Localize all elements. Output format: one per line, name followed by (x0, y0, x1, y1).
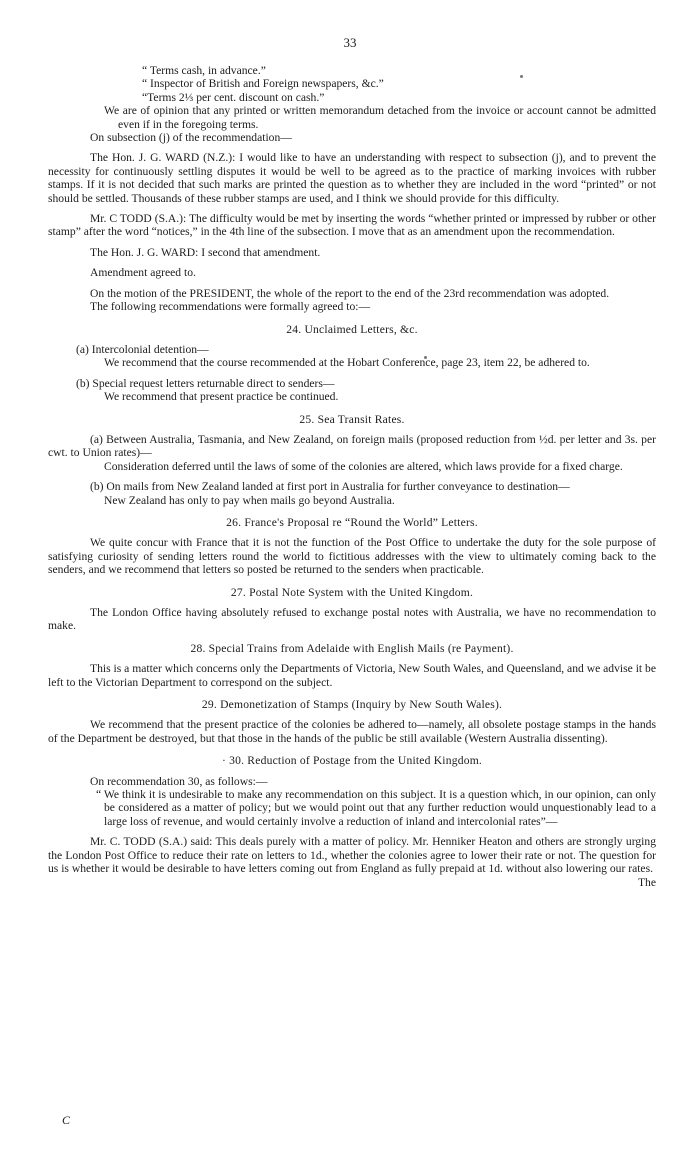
paragraph: On subsection (j) of the recommendation— (90, 131, 292, 145)
signature-mark: C (62, 1113, 71, 1127)
paragraph: On the motion of the PRESIDENT, the whole of the report to the end of the 23rd recommendation was adopted. (90, 286, 610, 300)
section-heading: 24. Unclaimed Letters, &c. (286, 322, 418, 336)
section-heading: · 30. Reduction of Postage from the United Kingdom. (221, 754, 483, 768)
paragraph: We are of opinion that any printed or written memorandum detached from the invoice or account cannot be admitted even if in the foregoing terms. (104, 104, 656, 131)
sub-item: (b) On mails from New Zealand landed at first port in Australia for further conveyance to destination— (90, 480, 570, 494)
quote-line: “ Terms cash, in advance.” (142, 64, 266, 77)
paragraph: The Hon. J. G. WARD (N.Z.): I would like to have an understanding with respect to subsection (j), and to prevent the necessity for continuously settling disputes it would be well to be agreed as to the practice of marking invoices with rubber stamps. If it is not decided that such marks are printed the question as to whether they are included in the word “printed” or not should be settled. Thousands of these rubber stamps are used, and I think we should provide for this difficulty. (48, 151, 656, 205)
section-heading: 25. Sea Transit Rates. (299, 412, 405, 426)
page-content (48, 64, 656, 889)
paragraph: Amendment agreed to. (90, 266, 196, 280)
section-heading: 28. Special Trains from Adelaide with English Mails (re Payment). (190, 641, 514, 655)
paragraph: On recommendation 30, as follows:— (90, 774, 268, 788)
page-number: 33 (343, 35, 357, 50)
section-heading: 26. France's Proposal re “Round the World” Letters. (226, 515, 478, 529)
section-heading: 29. Demonetization of Stamps (Inquiry by New South Wales). (201, 698, 503, 712)
quote-line: “ Inspector of British and Foreign newspapers, &c.” (142, 77, 384, 91)
paragraph: The London Office having absolutely refused to exchange postal notes with Australia, we have no recommendation to make. (48, 606, 656, 633)
sub-item-body: We recommend that the course recommended at the Hobart Conference, page 23, item 22, be adhered to. (104, 356, 590, 370)
section-heading: 27. Postal Note System with the United Kingdom. (230, 585, 474, 599)
sub-item-body: Consideration deferred until the laws of some of the colonies are altered, which laws provide for a fixed charge. (104, 459, 623, 473)
quoted-recommendation: “ We think it is undesirable to make any recommendation on this subject. It is a question which, in our opinion, can only be considered as a matter of policy; but we would point out that any further reduction would unquestionably lead to a large loss of revenue, and would certainly involve a reduction of inland and intercolonial rates”— (96, 788, 656, 828)
paragraph: The following recommendations were formally agreed to:— (90, 300, 371, 314)
sub-item-body: New Zealand has only to pay when mails go beyond Australia. (104, 493, 395, 507)
catchword: The (637, 875, 656, 889)
paragraph: We recommend that the present practice of the colonies be adhered to—namely, all obsolete postage stamps in the hands of the Department be destroyed, but that those in the hands of the public be still available (Western Australia dissenting). (48, 718, 656, 745)
paragraph: This is a matter which concerns only the Departments of Victoria, New South Wales, and Queensland, and we advise it be left to the Victorian Department to correspond on the subject. (48, 662, 656, 689)
quote-line: “Terms 2⅓ per cent. discount on cash.” (142, 90, 325, 104)
paragraph: Mr. C. TODD (S.A.) said: This deals purely with a matter of policy. Mr. Henniker Heaton and others are strongly urging the London Post Office to reduce their rate on letters to 1d., whether the colonies agree to lower their rate or not. The question for us is whether it would be desirable to have letters coming out from England as fully prepaid at 1d. without also lowering our rates. (48, 835, 656, 876)
paragraph: The Hon. J. G. WARD: I second that amendment. (90, 245, 321, 259)
sub-item: (a) Intercolonial detention— (76, 342, 209, 356)
sub-item: (b) Special request letters returnable direct to senders— (76, 376, 335, 390)
paragraph: We quite concur with France that it is not the function of the Post Office to undertake the duty for the sole purpose of satisfying curiosity of sending letters round the world to fictitious addresses with the view to ultimately coming back to the senders, and we recommend that letters so posted be returned to the senders when practicable. (48, 536, 656, 577)
sub-item: (a) Between Australia, Tasmania, and New Zealand, on foreign mails (proposed reduction from ½d. per letter and 3s. per cwt. to Union rates)— (48, 432, 656, 460)
paragraph: Mr. C TODD (S.A.): The difficulty would be met by inserting the words “whether printed or impressed by rubber or other stamp” after the word “notices,” in the 4th line of the subsection. I move that as an amendment upon the recommendation. (48, 212, 656, 239)
sub-item-body: We recommend that present practice be continued. (104, 390, 339, 404)
